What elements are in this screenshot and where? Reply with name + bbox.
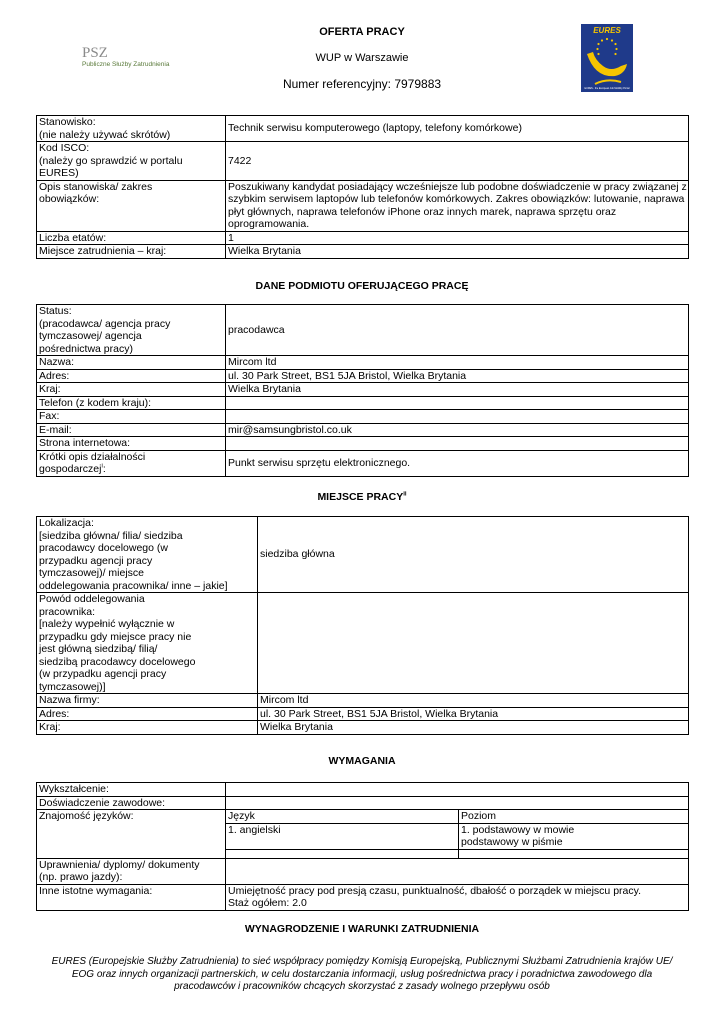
psz-logo-mark: PSZ: [82, 45, 108, 61]
document-title: OFERTA PRACY: [319, 26, 405, 38]
company-name-label: Nazwa firmy:: [37, 694, 258, 708]
offer-table: [36, 115, 689, 259]
website-label: Strona internetowa:: [37, 437, 226, 451]
workplace-section-title: MIEJSCE PRACY$^{ii}$: [317, 491, 407, 503]
requirements-table: [36, 782, 689, 911]
employer-country-value: Wielka Brytania: [226, 383, 689, 397]
licenses-label: Uprawnienia/ dyplomy/ dokumenty (np. prawo jazdy):: [37, 858, 226, 884]
activity-value: Punkt serwisu sprzętu elektronicznego.: [226, 450, 689, 476]
languages-label: Znajomość języków:: [37, 810, 226, 859]
phone-value: [226, 396, 689, 410]
level-column-header: Poziom: [459, 810, 689, 824]
isco-value: 7422: [226, 142, 689, 181]
language-column-header: Język: [226, 810, 459, 824]
workplace-table: [36, 516, 689, 735]
phone-label: Telefon (z kodem kraju):: [37, 396, 226, 410]
requirements-section-title: WYMAGANIA: [328, 755, 396, 767]
fax-value: [226, 410, 689, 424]
location-label: Lokalizacja: [siedziba główna/ filia/ siedziba pracodawcy docelowego (w przypadku agencji pracy tymczasowej)/ miejsce oddelegowania pracownika/ inne – jakie]: [37, 517, 258, 593]
psz-logo-subtitle: Publiczne Służby Zatrudnienia: [82, 61, 170, 68]
location-value: siedziba główna: [258, 517, 689, 593]
licenses-value: [226, 858, 689, 884]
experience-value: [226, 796, 689, 810]
delegation-reason-label: Powód oddelegowania pracownika: [należy wypełnić wyłącznie w przypadku gdy miejsce pracy nie jest główną siedzibą/ filią/ siedzibą pracodawcy docelowego (w przypadku agencji pracy tymczasowej)]: [37, 593, 258, 694]
workplace-address-label: Adres:: [37, 707, 258, 721]
footnote-marker: i: [101, 463, 103, 470]
positions-count-label: Liczba etatów:: [37, 231, 226, 245]
employer-country-label: Kraj:: [37, 383, 226, 397]
eures-footer-note: EURES (Europejskie Służby Zatrudnienia) to sieć współpracy pomiędzy Komisją Europejską, Publicznymi Służbami Zatrudnienia krajów UE/ EOG oraz innych organizacji partnerskich, w celu dostarczania informacji, usług pośrednictwa pracy i poradnictwa zawodowego dla pracodawców i pracowników chcących skorzystać z zasady wolnego przepływu osób: [51, 956, 673, 992]
reference-number: Numer referencyjny: 7979883: [282, 77, 442, 91]
status-value: pracodawca: [226, 305, 689, 356]
description-value: Poszukiwany kandydat posiadający wcześniejsze lub podobne doświadczenie w pracy związanej z szybkim serwisem laptopów lub telefonów komórkowych. Zakres obowiązków: lutowanie, naprawa płyt głównych, naprawa telefonów iPhone oraz innych marek, naprawa sprzętu oraz oprogramowania.: [226, 180, 689, 231]
education-label: Wykształcenie:: [37, 783, 226, 797]
eures-caption: EURES - the European Job Mobility Portal: [584, 87, 630, 90]
email-label: E-mail:: [37, 423, 226, 437]
eures-wordmark: EURES: [593, 26, 621, 35]
activity-label: Krótki opis działalności gospodarczej$^i$:: [37, 450, 226, 476]
workplace-address-value: ul. 30 Park Street, BS1 5JA Bristol, Wielka Brytania: [258, 707, 689, 721]
employer-section-title: DANE PODMIOTU OFERUJĄCEGO PRACĘ: [255, 280, 469, 292]
isco-label: Kod ISCO: (należy go sprawdzić w portalu EURES): [37, 142, 226, 181]
description-label: Opis stanowiska/ zakres obowiązków:: [37, 180, 226, 231]
other-requirements-label: Inne istotne wymagania:: [37, 884, 226, 910]
company-name-value: Mircom ltd: [258, 694, 689, 708]
language-1: 1. angielski: [226, 823, 459, 849]
other-requirements-value: Umiejętność pracy pod presją czasu, punktualność, dbałość o porządek w miejscu pracy. Staż ogółem: 2.0: [226, 884, 689, 910]
language-level-1: 1. podstawowy w mowie podstawowy w piśmie: [459, 823, 689, 849]
position-value: Technik serwisu komputerowego (laptopy, telefony komórkowe): [226, 116, 689, 142]
website-value: [226, 437, 689, 451]
office-name: WUP w Warszawie: [315, 52, 409, 64]
delegation-reason-value: [258, 593, 689, 694]
email-value[interactable]: mir@samsungbristol.co.uk: [226, 423, 689, 437]
status-label: Status: (pracodawca/ agencja pracy tymczasowej/ agencja pośrednictwa pracy): [37, 305, 226, 356]
employer-table: [36, 304, 689, 477]
workplace-country-value: Wielka Brytania: [258, 721, 689, 735]
experience-label: Doświadczenie zawodowe:: [37, 796, 226, 810]
employer-address-value: ul. 30 Park Street, BS1 5JA Bristol, Wielka Brytania: [226, 369, 689, 383]
employment-country-label: Miejsce zatrudnienia – kraj:: [37, 245, 226, 259]
employer-name-label: Nazwa:: [37, 356, 226, 370]
footnote-marker: ii: [403, 491, 407, 498]
employer-address-label: Adres:: [37, 369, 226, 383]
employer-name-value: Mircom ltd: [226, 356, 689, 370]
employment-country-value: Wielka Brytania: [226, 245, 689, 259]
positions-count-value: 1: [226, 231, 689, 245]
salary-section-title: WYNAGRODZENIE I WARUNKI ZATRUDNIENIA: [244, 923, 480, 935]
education-value: [226, 783, 689, 797]
workplace-country-label: Kraj:: [37, 721, 258, 735]
position-label: Stanowisko: (nie należy używać skrótów): [37, 116, 226, 142]
fax-label: Fax:: [37, 410, 226, 424]
